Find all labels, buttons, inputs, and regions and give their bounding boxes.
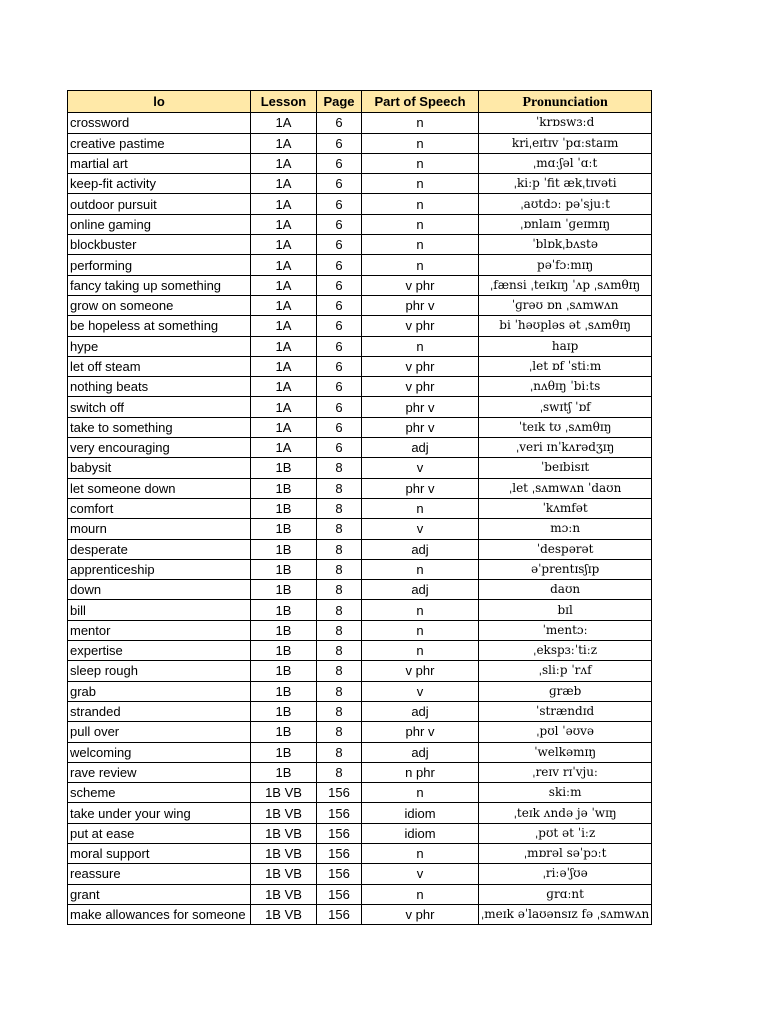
- cell-lesson[interactable]: 1A: [251, 316, 317, 336]
- cell-pronunciation[interactable]: ˌswɪtʃ ˈɒf: [479, 397, 652, 417]
- cell-part-of-speech[interactable]: n: [362, 843, 479, 863]
- cell-lesson[interactable]: 1A: [251, 194, 317, 214]
- cell-word[interactable]: apprenticeship: [68, 559, 251, 579]
- cell-lesson[interactable]: 1A: [251, 377, 317, 397]
- cell-pronunciation[interactable]: əˈprentɪsʃɪp: [479, 559, 652, 579]
- header-pronunciation[interactable]: Pronunciation: [479, 91, 652, 113]
- cell-pronunciation[interactable]: ˌteɪk ʌndə jə ˈwɪŋ: [479, 803, 652, 823]
- cell-word[interactable]: bill: [68, 600, 251, 620]
- table-row: [68, 417, 652, 437]
- cell-lesson[interactable]: 1B: [251, 681, 317, 701]
- cell-part-of-speech[interactable]: n: [362, 559, 479, 579]
- cell-word[interactable]: blockbuster: [68, 235, 251, 255]
- cell-page[interactable]: 6: [317, 417, 362, 437]
- table-row: [68, 235, 652, 255]
- cell-part-of-speech[interactable]: phr v: [362, 722, 479, 742]
- cell-part-of-speech[interactable]: n: [362, 336, 479, 356]
- cell-lesson[interactable]: 1A: [251, 235, 317, 255]
- header-lesson[interactable]: Lesson: [251, 91, 317, 113]
- cell-lesson[interactable]: 1B VB: [251, 823, 317, 843]
- header-row: [68, 91, 652, 113]
- cell-pronunciation[interactable]: ɡrɑːnt: [479, 884, 652, 904]
- cell-part-of-speech[interactable]: n: [362, 641, 479, 661]
- cell-part-of-speech[interactable]: phr v: [362, 478, 479, 498]
- cell-page[interactable]: 8: [317, 701, 362, 721]
- cell-lesson[interactable]: 1B VB: [251, 884, 317, 904]
- cell-page[interactable]: 6: [317, 113, 362, 133]
- cell-word[interactable]: moral support: [68, 843, 251, 863]
- cell-lesson[interactable]: 1B: [251, 539, 317, 559]
- cell-part-of-speech[interactable]: v phr: [362, 661, 479, 681]
- cell-part-of-speech[interactable]: n: [362, 600, 479, 620]
- table-row: [68, 661, 652, 681]
- cell-pronunciation[interactable]: ˌlet ɒf ˈstiːm: [479, 356, 652, 376]
- cell-page[interactable]: 6: [317, 438, 362, 458]
- cell-word[interactable]: grow on someone: [68, 295, 251, 315]
- cell-lesson[interactable]: 1A: [251, 356, 317, 376]
- cell-pronunciation[interactable]: ˈkrɒswɜːd: [479, 113, 652, 133]
- cell-word[interactable]: take under your wing: [68, 803, 251, 823]
- cell-word[interactable]: nothing beats: [68, 377, 251, 397]
- cell-page[interactable]: 156: [317, 904, 362, 924]
- cell-page[interactable]: 8: [317, 519, 362, 539]
- cell-pronunciation[interactable]: ˌsliːp ˈrʌf: [479, 661, 652, 681]
- table-row: [68, 356, 652, 376]
- cell-part-of-speech[interactable]: n: [362, 884, 479, 904]
- cell-page[interactable]: 8: [317, 458, 362, 478]
- cell-lesson[interactable]: 1A: [251, 336, 317, 356]
- cell-word[interactable]: grant: [68, 884, 251, 904]
- cell-part-of-speech[interactable]: v phr: [362, 356, 479, 376]
- cell-lesson[interactable]: 1B: [251, 498, 317, 518]
- cell-part-of-speech[interactable]: idiom: [362, 803, 479, 823]
- table-row: [68, 255, 652, 275]
- cell-part-of-speech[interactable]: v phr: [362, 275, 479, 295]
- cell-word[interactable]: rave review: [68, 762, 251, 782]
- table-row: [68, 498, 652, 518]
- cell-lesson[interactable]: 1B: [251, 559, 317, 579]
- cell-page[interactable]: 8: [317, 681, 362, 701]
- cell-lesson[interactable]: 1B: [251, 478, 317, 498]
- cell-pronunciation[interactable]: ˌfænsi ˌteɪkɪŋ ˈʌp ˌsʌmθɪŋ: [479, 275, 652, 295]
- cell-part-of-speech[interactable]: v phr: [362, 904, 479, 924]
- cell-page[interactable]: 6: [317, 194, 362, 214]
- cell-word[interactable]: pull over: [68, 722, 251, 742]
- cell-page[interactable]: 6: [317, 255, 362, 275]
- cell-lesson[interactable]: 1A: [251, 275, 317, 295]
- cell-part-of-speech[interactable]: n: [362, 174, 479, 194]
- cell-lesson[interactable]: 1A: [251, 397, 317, 417]
- cell-part-of-speech[interactable]: n: [362, 783, 479, 803]
- header-lo[interactable]: lo: [68, 91, 251, 113]
- cell-pronunciation[interactable]: ˌpʊt ət ˈiːz: [479, 823, 652, 843]
- cell-word[interactable]: martial art: [68, 153, 251, 173]
- table-row: [68, 458, 652, 478]
- cell-page[interactable]: 6: [317, 235, 362, 255]
- cell-word[interactable]: expertise: [68, 641, 251, 661]
- cell-lesson[interactable]: 1B: [251, 580, 317, 600]
- cell-pronunciation[interactable]: haɪp: [479, 336, 652, 356]
- cell-word[interactable]: let off steam: [68, 356, 251, 376]
- cell-lesson[interactable]: 1A: [251, 438, 317, 458]
- cell-part-of-speech[interactable]: n: [362, 194, 479, 214]
- cell-page[interactable]: 6: [317, 295, 362, 315]
- cell-pronunciation[interactable]: ˈteɪk tʊ ˌsʌmθɪŋ: [479, 417, 652, 437]
- cell-part-of-speech[interactable]: v: [362, 864, 479, 884]
- cell-part-of-speech[interactable]: n: [362, 620, 479, 640]
- cell-pronunciation[interactable]: ˌpʊl ˈəʊvə: [479, 722, 652, 742]
- cell-part-of-speech[interactable]: n: [362, 113, 479, 133]
- cell-part-of-speech[interactable]: phr v: [362, 417, 479, 437]
- table-row: [68, 113, 652, 133]
- table-row: [68, 641, 652, 661]
- cell-word[interactable]: let someone down: [68, 478, 251, 498]
- cell-word[interactable]: switch off: [68, 397, 251, 417]
- cell-pronunciation[interactable]: ˌveri ɪnˈkʌrədʒɪŋ: [479, 438, 652, 458]
- cell-word[interactable]: put at ease: [68, 823, 251, 843]
- cell-part-of-speech[interactable]: n: [362, 255, 479, 275]
- cell-part-of-speech[interactable]: v: [362, 681, 479, 701]
- cell-part-of-speech[interactable]: adj: [362, 438, 479, 458]
- cell-page[interactable]: 8: [317, 620, 362, 640]
- cell-page[interactable]: 8: [317, 580, 362, 600]
- cell-word[interactable]: take to something: [68, 417, 251, 437]
- cell-part-of-speech[interactable]: adj: [362, 742, 479, 762]
- cell-page[interactable]: 8: [317, 742, 362, 762]
- cell-word[interactable]: sleep rough: [68, 661, 251, 681]
- cell-word[interactable]: mentor: [68, 620, 251, 640]
- cell-word[interactable]: welcoming: [68, 742, 251, 762]
- cell-part-of-speech[interactable]: v: [362, 458, 479, 478]
- cell-word[interactable]: desperate: [68, 539, 251, 559]
- cell-pronunciation[interactable]: ˌmeɪk əˈlaʊənsɪz fə ˌsʌmwʌn: [479, 904, 652, 924]
- cell-part-of-speech[interactable]: n phr: [362, 762, 479, 782]
- cell-pronunciation[interactable]: ˌriːəˈʃʊə: [479, 864, 652, 884]
- cell-pronunciation[interactable]: ˈwelkəmɪŋ: [479, 742, 652, 762]
- table-row: [68, 174, 652, 194]
- cell-word[interactable]: stranded: [68, 701, 251, 721]
- table-row: [68, 377, 652, 397]
- cell-lesson[interactable]: 1A: [251, 153, 317, 173]
- cell-part-of-speech[interactable]: n: [362, 235, 479, 255]
- cell-page[interactable]: 6: [317, 153, 362, 173]
- cell-lesson[interactable]: 1A: [251, 113, 317, 133]
- cell-pronunciation[interactable]: ˌlet ˌsʌmwʌn ˈdaʊn: [479, 478, 652, 498]
- cell-pronunciation[interactable]: ˈstrændɪd: [479, 701, 652, 721]
- table-row: [68, 275, 652, 295]
- cell-word[interactable]: online gaming: [68, 214, 251, 234]
- cell-page[interactable]: 156: [317, 843, 362, 863]
- cell-pronunciation[interactable]: bi ˈhəʊpləs ət ˌsʌmθɪŋ: [479, 316, 652, 336]
- cell-word[interactable]: hype: [68, 336, 251, 356]
- cell-word[interactable]: make allowances for someone: [68, 904, 251, 924]
- cell-part-of-speech[interactable]: n: [362, 133, 479, 153]
- cell-lesson[interactable]: 1B: [251, 519, 317, 539]
- cell-pronunciation[interactable]: ˌmɒrəl səˈpɔːt: [479, 843, 652, 863]
- table-row: [68, 681, 652, 701]
- table-row: [68, 519, 652, 539]
- cell-page[interactable]: 8: [317, 559, 362, 579]
- cell-pronunciation[interactable]: ˈblɒkˌbʌstə: [479, 235, 652, 255]
- cell-word[interactable]: be hopeless at something: [68, 316, 251, 336]
- cell-pronunciation[interactable]: ˈmentɔː: [479, 620, 652, 640]
- header-part-of-speech[interactable]: Part of Speech: [362, 91, 479, 113]
- table-row: [68, 742, 652, 762]
- cell-lesson[interactable]: 1A: [251, 174, 317, 194]
- cell-word[interactable]: performing: [68, 255, 251, 275]
- table-row: [68, 559, 652, 579]
- cell-word[interactable]: very encouraging: [68, 438, 251, 458]
- cell-pronunciation[interactable]: ˈɡrəʊ ɒn ˌsʌmwʌn: [479, 295, 652, 315]
- cell-pronunciation[interactable]: ˌaʊtdɔː pəˈsjuːt: [479, 194, 652, 214]
- cell-part-of-speech[interactable]: v phr: [362, 377, 479, 397]
- cell-page[interactable]: 6: [317, 174, 362, 194]
- cell-page[interactable]: 6: [317, 356, 362, 376]
- cell-pronunciation[interactable]: ɡræb: [479, 681, 652, 701]
- table-row: [68, 336, 652, 356]
- table-row: [68, 823, 652, 843]
- cell-part-of-speech[interactable]: idiom: [362, 823, 479, 843]
- cell-page[interactable]: 6: [317, 377, 362, 397]
- table-row: [68, 194, 652, 214]
- cell-page[interactable]: 6: [317, 316, 362, 336]
- cell-page[interactable]: 8: [317, 722, 362, 742]
- table-row: [68, 722, 652, 742]
- cell-lesson[interactable]: 1B VB: [251, 864, 317, 884]
- cell-pronunciation[interactable]: ˌɒnlaɪn ˈɡeɪmɪŋ: [479, 214, 652, 234]
- cell-part-of-speech[interactable]: n: [362, 498, 479, 518]
- cell-part-of-speech[interactable]: adj: [362, 580, 479, 600]
- cell-lesson[interactable]: 1B: [251, 762, 317, 782]
- table-row: [68, 539, 652, 559]
- table-row: [68, 884, 652, 904]
- table-row: [68, 843, 652, 863]
- table-row: [68, 133, 652, 153]
- cell-word[interactable]: keep-fit activity: [68, 174, 251, 194]
- table-row: [68, 762, 652, 782]
- table-body: [68, 113, 652, 925]
- table-row: [68, 153, 652, 173]
- cell-part-of-speech[interactable]: phr v: [362, 295, 479, 315]
- table-row: [68, 864, 652, 884]
- cell-lesson[interactable]: 1B VB: [251, 783, 317, 803]
- cell-page[interactable]: 8: [317, 600, 362, 620]
- table-row: [68, 701, 652, 721]
- cell-pronunciation[interactable]: bɪl: [479, 600, 652, 620]
- vocabulary-table: [67, 90, 652, 925]
- cell-pronunciation[interactable]: skiːm: [479, 783, 652, 803]
- cell-lesson[interactable]: 1B VB: [251, 843, 317, 863]
- table-row: [68, 295, 652, 315]
- table-row: [68, 438, 652, 458]
- cell-pronunciation[interactable]: ˈkʌmfət: [479, 498, 652, 518]
- cell-word[interactable]: babysit: [68, 458, 251, 478]
- cell-page[interactable]: 156: [317, 783, 362, 803]
- cell-lesson[interactable]: 1A: [251, 214, 317, 234]
- cell-page[interactable]: 156: [317, 884, 362, 904]
- cell-part-of-speech[interactable]: v phr: [362, 316, 479, 336]
- cell-lesson[interactable]: 1B: [251, 722, 317, 742]
- cell-page[interactable]: 8: [317, 661, 362, 681]
- table-row: [68, 600, 652, 620]
- cell-lesson[interactable]: 1B: [251, 458, 317, 478]
- cell-lesson[interactable]: 1B: [251, 701, 317, 721]
- cell-pronunciation[interactable]: ˌnʌθɪŋ ˈbiːts: [479, 377, 652, 397]
- cell-pronunciation[interactable]: pəˈfɔːmɪŋ: [479, 255, 652, 275]
- cell-pronunciation[interactable]: mɔːn: [479, 519, 652, 539]
- header-page[interactable]: Page: [317, 91, 362, 113]
- cell-word[interactable]: fancy taking up something: [68, 275, 251, 295]
- cell-page[interactable]: 6: [317, 397, 362, 417]
- cell-part-of-speech[interactable]: v: [362, 519, 479, 539]
- cell-page[interactable]: 156: [317, 823, 362, 843]
- cell-lesson[interactable]: 1B: [251, 600, 317, 620]
- cell-pronunciation[interactable]: ˌmɑːʃəl ˈɑːt: [479, 153, 652, 173]
- cell-lesson[interactable]: 1A: [251, 417, 317, 437]
- cell-word[interactable]: down: [68, 580, 251, 600]
- cell-lesson[interactable]: 1B VB: [251, 904, 317, 924]
- cell-page[interactable]: 156: [317, 803, 362, 823]
- cell-lesson[interactable]: 1A: [251, 295, 317, 315]
- table-row: [68, 397, 652, 417]
- cell-lesson[interactable]: 1A: [251, 133, 317, 153]
- cell-part-of-speech[interactable]: adj: [362, 701, 479, 721]
- table-row: [68, 316, 652, 336]
- table-row: [68, 580, 652, 600]
- cell-part-of-speech[interactable]: adj: [362, 539, 479, 559]
- cell-page[interactable]: 8: [317, 498, 362, 518]
- cell-part-of-speech[interactable]: n: [362, 153, 479, 173]
- cell-pronunciation[interactable]: daʊn: [479, 580, 652, 600]
- cell-pronunciation[interactable]: ˌkiːp ˈfit ækˌtɪvəti: [479, 174, 652, 194]
- cell-word[interactable]: outdoor pursuit: [68, 194, 251, 214]
- table-row: [68, 904, 652, 924]
- cell-pronunciation[interactable]: kriˌeɪtɪv ˈpɑːstaɪm: [479, 133, 652, 153]
- cell-part-of-speech[interactable]: phr v: [362, 397, 479, 417]
- cell-lesson[interactable]: 1A: [251, 255, 317, 275]
- cell-page[interactable]: 6: [317, 214, 362, 234]
- cell-pronunciation[interactable]: ˈbeɪbisɪt: [479, 458, 652, 478]
- table-row: [68, 478, 652, 498]
- cell-page[interactable]: 8: [317, 478, 362, 498]
- table-row: [68, 803, 652, 823]
- cell-word[interactable]: grab: [68, 681, 251, 701]
- cell-pronunciation[interactable]: ˈdespərət: [479, 539, 652, 559]
- cell-page[interactable]: 8: [317, 762, 362, 782]
- cell-lesson[interactable]: 1B: [251, 641, 317, 661]
- cell-lesson[interactable]: 1B: [251, 742, 317, 762]
- cell-lesson[interactable]: 1B: [251, 620, 317, 640]
- cell-page[interactable]: 8: [317, 539, 362, 559]
- cell-page[interactable]: 8: [317, 641, 362, 661]
- cell-lesson[interactable]: 1B: [251, 661, 317, 681]
- cell-word[interactable]: comfort: [68, 498, 251, 518]
- cell-lesson[interactable]: 1B VB: [251, 803, 317, 823]
- cell-page[interactable]: 156: [317, 864, 362, 884]
- cell-page[interactable]: 6: [317, 336, 362, 356]
- cell-word[interactable]: creative pastime: [68, 133, 251, 153]
- cell-page[interactable]: 6: [317, 275, 362, 295]
- cell-pronunciation[interactable]: ˌekspɜːˈtiːz: [479, 641, 652, 661]
- cell-word[interactable]: crossword: [68, 113, 251, 133]
- cell-pronunciation[interactable]: ˌreɪv rɪˈvjuː: [479, 762, 652, 782]
- cell-page[interactable]: 6: [317, 133, 362, 153]
- table-row: [68, 620, 652, 640]
- table-row: [68, 214, 652, 234]
- cell-word[interactable]: reassure: [68, 864, 251, 884]
- cell-word[interactable]: scheme: [68, 783, 251, 803]
- cell-word[interactable]: mourn: [68, 519, 251, 539]
- table-row: [68, 783, 652, 803]
- cell-part-of-speech[interactable]: n: [362, 214, 479, 234]
